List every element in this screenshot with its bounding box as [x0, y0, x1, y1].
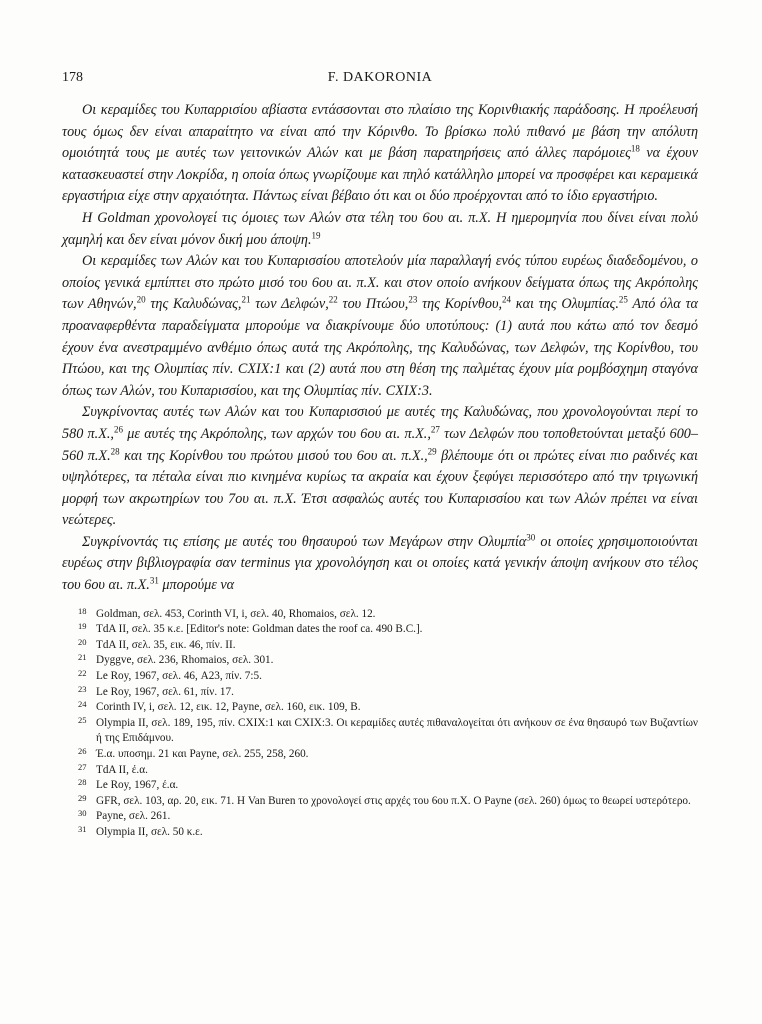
footnote — [62, 778, 698, 794]
footnote-ref: 29 — [427, 445, 437, 456]
footnote-ref: 27 — [430, 424, 440, 435]
footnote — [62, 747, 698, 763]
footnote — [62, 825, 698, 841]
footnote-text: Dyggve, σελ. 236, Rhomaios, σελ. 301. — [96, 654, 274, 667]
footnote-number: 31 — [78, 823, 87, 834]
footnote — [62, 716, 698, 747]
footnote-ref: 31 — [149, 575, 159, 586]
footnote-number: 26 — [78, 746, 87, 756]
footnote-number: 29 — [78, 792, 87, 803]
footnote-number: 22 — [78, 668, 87, 679]
footnote-number: 23 — [78, 683, 87, 694]
footnote — [62, 653, 698, 669]
footnote-number: 19 — [78, 621, 87, 632]
footnote — [62, 809, 698, 825]
footnote-text: Le Roy, 1967, σελ. 61, πίν. 17. — [96, 685, 234, 698]
footnote-ref: 23 — [408, 294, 418, 305]
footnote — [62, 638, 698, 654]
footnote-text: Goldman, σελ. 453, Corinth VI, i, σελ. 40, Rhomaios, σελ. 12. — [96, 607, 376, 620]
footnote-text: Le Roy, 1967, έ.α. — [96, 779, 179, 792]
main-text — [62, 100, 698, 597]
footnote-ref: 28 — [110, 445, 120, 456]
paragraph: Οι κεραμίδες του Κυπαρρισίου αβίαστα εντάσσονται στο πλαίσιο της Κορινθιακής παράδοσης. Η προέλευσή τους όμως δεν είναι απαραίτητο να είναι από την Κόρινθο. Το βρίσκω πολύ πιθανό με βάση την απόλυτη ομοιότητά τους με αυτές των γειτονικών Αλών και με βάση παρατηρήσεις από άλλες παρόμοιες$^{18}$ να έχουν κατασκευαστεί στην Λοκρίδα, η οποία όπως γνωρίζουμε και πηλό κατάλληλο μπορεί να προσφέρει και κεραμεικά εργαστήρια είχε στην αρχαιότητα. Πάντως είναι βέβαιο ότι και οι δύο προέρχονται από το ίδιο εργαστήριο. — [62, 102, 698, 205]
footnote-number: 21 — [78, 652, 87, 663]
footnotes — [62, 607, 698, 841]
footnote-number: 18 — [78, 605, 87, 616]
footnote — [62, 794, 698, 810]
footnote-text: TdA II, έ.α. — [96, 763, 148, 776]
footnote-text: GFR, σελ. 103, αρ. 20, εικ. 71. Η Van Buren το χρονολογεί στις αρχές του 6ου π.Χ. Ο Payne (σελ. 260) όμως το θεωρεί υστερότερο. — [96, 794, 691, 807]
footnote-number: 28 — [78, 777, 87, 788]
paragraph: Η Goldman χρονολογεί τις όμοιες των Αλών στα τέλη του 6ου αι. π.Χ. Η ημερομηνία που δίνει είναι πολύ χαμηλή και δεν είναι μόνον δική μου άποψη.$^{19}$ — [62, 209, 698, 248]
paragraph: Συγκρίνοντας αυτές των Αλών και του Κυπαρισσιού με αυτές της Καλυδώνας, που χρονολογούνται περί το 580 π.Χ.,$^{26}$ με αυτές της Ακρόπολης, των αρχών του 6ου αι. π.Χ.,$^{27}$ των Δελφών που τοποθετούνται μεταξύ 600–560 π.Χ.$^{28}$ και της Κορίνθου του πρώτου μισού του 6ου αι. π.Χ.,$^{29}$ βλέπουμε ότι οι πρώτες είναι πιο ραδινές και υψηλότερες, τα πέταλα είναι πιο κινημένα κυρίως τα ακραία και έχουν ξεφύγει περισσότερο από την τριγωνική μορφή των ακρωτηρίων του 7ου αι. π.Χ. Έτσι ασφαλώς αυτές του Κυπαρισσίου και των Αλών πρέπει να είναι νεώτερες. — [62, 404, 698, 529]
footnote — [62, 607, 698, 623]
footnote-ref: 20 — [136, 294, 146, 305]
paragraph: Οι κεραμίδες των Αλών και του Κυπαρισσίου αποτελούν μία παραλλαγή ενός τύπου ευρέως διαδεδομένου, ο οποίος γενικά εμπίπτει στο πρώτο μισό του 6ου αι. π.Χ. και στον οποίο ανήκουν δείγματα όπως της Ακρόπολης των Αθηνών,$^{20}$ της Καλυδώνας,$^{21}$ των Δελφών,$^{22}$ του Πτώου,$^{23}$ της Κορίνθου,$^{24}$ και της Ολυμπίας.$^{25}$ Από όλα τα προαναφερθέντα παραδείγματα μπορούμε να διακρίνουμε δύο υποτύπους: (1) αυτά που κάτω από τον δεσμό έχουν ένα ανεστραμμένο ανθέμιο όπως αυτά της Ακρόπολης, της Καλυδώνας, των Δελφών, της Κορίνθου, του Πτώου, και της Ολυμπίας πίν. CXIX:1 και (2) αυτά που στη θέση της παλμέτας έχουν μία ρομβόσχημη σταγόνα όπως των Αλών, του Κυπαρισσίου, και της Ολυμπίας πίν. CXIX:3. — [62, 253, 698, 399]
footnote-text: Olympia II, σελ. 189, 195, πίν. CXIX:1 και CXIX:3. Οι κεραμίδες αυτές πιθαναλογείται ότι ανήκουν σε ένα θησαυρό των Βυζαντίων ή της Επιδάμνου. — [96, 716, 698, 745]
footnote-number: 24 — [78, 699, 87, 710]
footnote-number: 25 — [78, 714, 87, 725]
footnote-text: Le Roy, 1967, σελ. 46, A23, πίν. 7:5. — [96, 670, 262, 683]
footnote-ref: 24 — [502, 294, 512, 305]
footnote-ref: 19 — [311, 229, 321, 240]
paragraph: Συγκρίνοντάς τις επίσης με αυτές του θησαυρού των Μεγάρων στην Ολυμπία$^{30}$ οι οποίες χρησιμοποιούνται ευρέως στην βιβλιογραφία σαν terminus για χρονολόγηση και οι οποίες κατά γενικήν άποψη ανήκουν στο τέλος του 6ου αι. π.Χ.$^{31}$ μπορούμε να — [62, 532, 698, 594]
author-name: F. DAKORONIA — [327, 70, 433, 85]
running-header — [62, 70, 698, 92]
footnote — [62, 685, 698, 701]
footnote-number: 27 — [78, 761, 87, 772]
footnote — [62, 622, 698, 638]
page — [62, 70, 698, 841]
footnote — [62, 700, 698, 716]
footnote-number: 20 — [78, 636, 87, 647]
footnote-number: 30 — [78, 808, 87, 819]
footnote-ref: 18 — [630, 143, 640, 154]
footnote-ref: 30 — [526, 532, 536, 543]
page-number: 178 — [62, 70, 83, 85]
footnote — [62, 669, 698, 685]
footnote-text: Έ.α. υποσημ. 21 και Payne, σελ. 255, 258, 260. — [96, 748, 309, 760]
footnote-ref: 21 — [241, 294, 251, 305]
footnote-ref: 26 — [113, 424, 123, 435]
footnote-text: Corinth IV, i, σελ. 12, εικ. 12, Payne, σελ. 160, εικ. 109, B. — [96, 701, 361, 714]
footnote-text: Payne, σελ. 261. — [96, 810, 171, 823]
footnote — [62, 763, 698, 779]
footnote-text: Olympia II, σελ. 50 κ.ε. — [96, 825, 203, 838]
footnote-text: TdA II, σελ. 35 κ.ε. [Editor's note: Goldman dates the roof ca. 490 B.C.]. — [96, 623, 423, 636]
footnote-text: TdA II, σελ. 35, εικ. 46, πίν. II. — [96, 638, 236, 651]
footnote-ref: 25 — [618, 294, 628, 305]
footnote-ref: 22 — [328, 294, 338, 305]
